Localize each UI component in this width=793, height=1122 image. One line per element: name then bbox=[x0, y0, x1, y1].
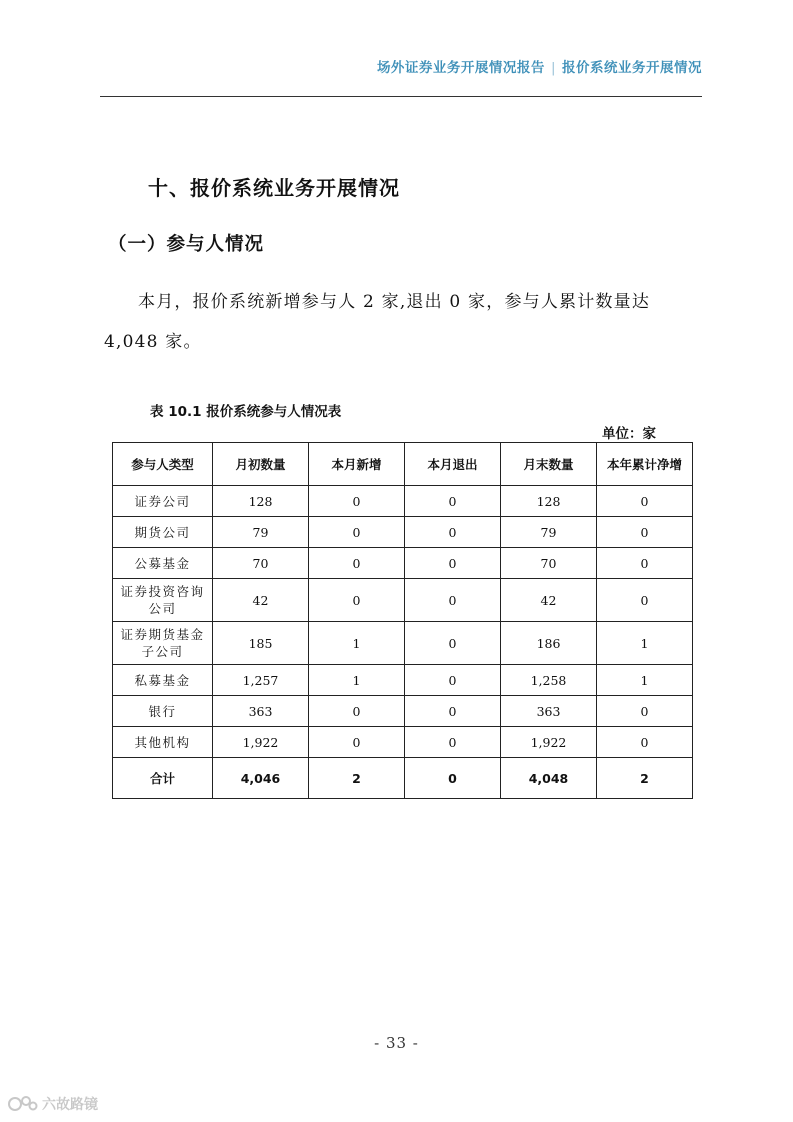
table-row bbox=[113, 665, 693, 696]
section-title: 报价系统业务开展情况 bbox=[562, 60, 702, 76]
participant-type-cell: 其他机构 bbox=[113, 727, 213, 758]
value-cell-start: 185 bbox=[213, 622, 309, 665]
page-number: - 33 - bbox=[374, 1034, 419, 1052]
value-cell-exit: 0 bbox=[405, 486, 501, 517]
value-cell-end: 363 bbox=[501, 696, 597, 727]
value-cell-end: 1,922 bbox=[501, 727, 597, 758]
value-cell-start: 79 bbox=[213, 517, 309, 548]
value-cell-exit: 0 bbox=[405, 622, 501, 665]
participant-type-cell: 证券期货基金子公司 bbox=[113, 622, 213, 665]
table-unit: 单位：家 bbox=[602, 426, 656, 442]
table-row bbox=[113, 486, 693, 517]
value-cell-new: 0 bbox=[309, 727, 405, 758]
value-cell-end: 186 bbox=[501, 622, 597, 665]
value-cell-ytd: 0 bbox=[597, 517, 693, 548]
value-cell-ytd: 0 bbox=[597, 548, 693, 579]
value-cell-start: 363 bbox=[213, 696, 309, 727]
value-cell-start: 70 bbox=[213, 548, 309, 579]
value-cell-end: 79 bbox=[501, 517, 597, 548]
total-ytd: 2 bbox=[597, 758, 693, 799]
value-cell-exit: 0 bbox=[405, 727, 501, 758]
header-rule bbox=[100, 96, 702, 97]
watermark bbox=[8, 1094, 98, 1114]
table-body bbox=[113, 486, 693, 758]
participant-type-cell: 公募基金 bbox=[113, 548, 213, 579]
total-exit: 0 bbox=[405, 758, 501, 799]
value-cell-exit: 0 bbox=[405, 665, 501, 696]
value-cell-start: 1,922 bbox=[213, 727, 309, 758]
value-cell-new: 1 bbox=[309, 622, 405, 665]
value-cell-ytd: 1 bbox=[597, 665, 693, 696]
value-cell-new: 0 bbox=[309, 548, 405, 579]
value-cell-start: 42 bbox=[213, 579, 309, 622]
participant-type-cell: 银行 bbox=[113, 696, 213, 727]
report-title: 场外证券业务开展情况报告 bbox=[376, 60, 545, 76]
value-cell-ytd: 0 bbox=[597, 579, 693, 622]
table-row bbox=[113, 696, 693, 727]
value-cell-ytd: 0 bbox=[597, 727, 693, 758]
table-header-row bbox=[113, 443, 693, 486]
value-cell-exit: 0 bbox=[405, 696, 501, 727]
header-separator: | bbox=[550, 60, 556, 76]
total-new: 2 bbox=[309, 758, 405, 799]
value-cell-exit: 0 bbox=[405, 579, 501, 622]
body-paragraph: 本月，报价系统新增参与人 2 家,退出 0 家，参与人累计数量达 4,048 家。 bbox=[104, 292, 651, 352]
column-header: 本月退出 bbox=[405, 443, 501, 486]
value-cell-new: 0 bbox=[309, 486, 405, 517]
value-cell-new: 0 bbox=[309, 517, 405, 548]
column-header: 月末数量 bbox=[501, 443, 597, 486]
value-cell-ytd: 0 bbox=[597, 486, 693, 517]
value-cell-new: 1 bbox=[309, 665, 405, 696]
value-cell-exit: 0 bbox=[405, 548, 501, 579]
section-heading: 十、报价系统业务开展情况 bbox=[148, 176, 400, 200]
value-cell-end: 70 bbox=[501, 548, 597, 579]
value-cell-end: 1,258 bbox=[501, 665, 597, 696]
column-header: 月初数量 bbox=[213, 443, 309, 486]
column-header: 本年累计净增 bbox=[597, 443, 693, 486]
participants-table bbox=[112, 442, 693, 799]
total-start: 4,046 bbox=[213, 758, 309, 799]
total-label: 合计 bbox=[113, 758, 213, 799]
value-cell-end: 42 bbox=[501, 579, 597, 622]
participant-type-cell: 期货公司 bbox=[113, 517, 213, 548]
value-cell-exit: 0 bbox=[405, 517, 501, 548]
subsection-heading: （一）参与人情况 bbox=[108, 234, 265, 255]
table-row bbox=[113, 517, 693, 548]
participant-type-cell: 私募基金 bbox=[113, 665, 213, 696]
column-header: 参与人类型 bbox=[113, 443, 213, 486]
watermark-logo-icon bbox=[8, 1095, 38, 1113]
table-row bbox=[113, 579, 693, 622]
value-cell-end: 128 bbox=[501, 486, 597, 517]
table-row bbox=[113, 548, 693, 579]
table-row bbox=[113, 727, 693, 758]
value-cell-start: 128 bbox=[213, 486, 309, 517]
value-cell-ytd: 1 bbox=[597, 622, 693, 665]
value-cell-ytd: 0 bbox=[597, 696, 693, 727]
value-cell-new: 0 bbox=[309, 696, 405, 727]
value-cell-new: 0 bbox=[309, 579, 405, 622]
table-row bbox=[113, 622, 693, 665]
watermark-text: 六故路镜 bbox=[42, 1097, 98, 1113]
table-total-row bbox=[113, 758, 693, 799]
column-header: 本月新增 bbox=[309, 443, 405, 486]
total-end: 4,048 bbox=[501, 758, 597, 799]
participant-type-cell: 证券公司 bbox=[113, 486, 213, 517]
running-header bbox=[100, 56, 702, 86]
participant-type-cell: 证券投资咨询公司 bbox=[113, 579, 213, 622]
value-cell-start: 1,257 bbox=[213, 665, 309, 696]
table-caption: 表 10.1 报价系统参与人情况表 bbox=[150, 404, 342, 420]
